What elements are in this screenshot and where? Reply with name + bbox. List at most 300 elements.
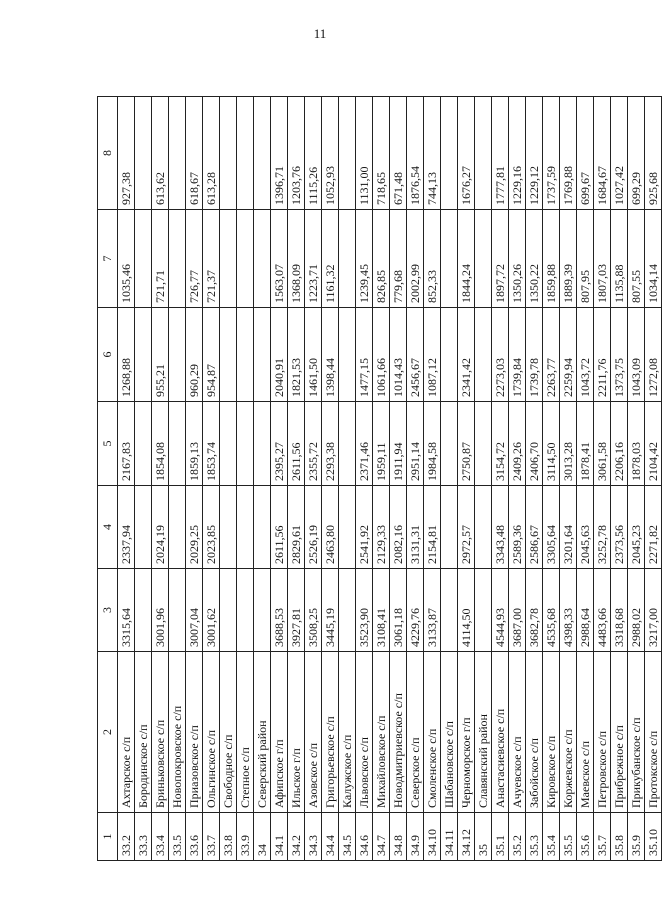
table-row (220, 97, 237, 861)
value-col-7 (339, 210, 356, 308)
value-col-7 (441, 210, 458, 308)
value-col-5: 1859,13 (186, 402, 203, 486)
value-col-6: 2456,67 (407, 308, 424, 402)
table-row (441, 97, 458, 861)
settlement-name: Григорьевское с/п (322, 652, 339, 813)
settlement-name: Новодмитриевское с/п (390, 652, 407, 813)
value-col-4: 2541,92 (356, 486, 373, 569)
table-row (492, 97, 509, 861)
row-code: 34.8 (390, 813, 407, 861)
column-header: 2 (98, 652, 118, 813)
value-col-5: 2611,56 (288, 402, 305, 486)
value-col-6: 2040,91 (271, 308, 288, 402)
table-row (118, 97, 135, 861)
value-col-4 (220, 486, 237, 569)
settlement-name: Калужское с/п (339, 652, 356, 813)
value-col-4: 2045,63 (577, 486, 594, 569)
value-col-8: 1676,27 (458, 97, 475, 210)
row-code: 35.8 (611, 813, 628, 861)
value-col-3: 3445,19 (322, 569, 339, 652)
value-col-6 (220, 308, 237, 402)
value-col-3: 3001,96 (152, 569, 169, 652)
value-col-7: 826,85 (373, 210, 390, 308)
row-code: 34.6 (356, 813, 373, 861)
settlement-name: Ольгинское с/п (203, 652, 220, 813)
value-col-7: 779,68 (390, 210, 407, 308)
value-col-4 (339, 486, 356, 569)
value-col-5: 3013,28 (560, 402, 577, 486)
value-col-3: 3315,64 (118, 569, 135, 652)
value-col-4: 2829,61 (288, 486, 305, 569)
row-code: 34.7 (373, 813, 390, 861)
value-col-8: 1203,76 (288, 97, 305, 210)
table-row (526, 97, 543, 861)
value-col-4: 3305,64 (543, 486, 560, 569)
value-col-4: 2271,82 (645, 486, 662, 569)
value-col-6: 960,29 (186, 308, 203, 402)
value-col-7: 1889,39 (560, 210, 577, 308)
value-col-7: 1897,72 (492, 210, 509, 308)
value-col-4: 2023,85 (203, 486, 220, 569)
value-col-7: 1161,32 (322, 210, 339, 308)
value-col-7: 807,95 (577, 210, 594, 308)
value-col-5: 2355,72 (305, 402, 322, 486)
settlement-name: Афипское г/п (271, 652, 288, 813)
value-col-8 (135, 97, 152, 210)
value-col-7: 1035,46 (118, 210, 135, 308)
settlement-name: Северское с/п (407, 652, 424, 813)
value-col-5: 2409,26 (509, 402, 526, 486)
value-col-4: 2463,80 (322, 486, 339, 569)
table-row (305, 97, 322, 861)
table-row (322, 97, 339, 861)
tariff-table (97, 96, 662, 861)
column-header: 4 (98, 486, 118, 569)
row-code: 33.8 (220, 813, 237, 861)
table-row (339, 97, 356, 861)
value-col-4: 3252,78 (594, 486, 611, 569)
value-col-6: 1268,88 (118, 308, 135, 402)
value-col-3 (441, 569, 458, 652)
value-col-7 (475, 210, 492, 308)
value-col-3: 4483,66 (594, 569, 611, 652)
value-col-4: 3131,31 (407, 486, 424, 569)
value-col-5 (254, 402, 271, 486)
value-col-8: 699,29 (628, 97, 645, 210)
value-col-4: 2045,23 (628, 486, 645, 569)
value-col-8 (475, 97, 492, 210)
value-col-6: 954,87 (203, 308, 220, 402)
value-col-7: 852,33 (424, 210, 441, 308)
value-col-6: 1477,15 (356, 308, 373, 402)
table-body (118, 97, 662, 861)
value-col-3 (254, 569, 271, 652)
value-col-5: 1984,58 (424, 402, 441, 486)
table-row (135, 97, 152, 861)
settlement-name: Новопокровское с/п (169, 652, 186, 813)
value-col-8: 718,65 (373, 97, 390, 210)
value-col-7: 1563,07 (271, 210, 288, 308)
table-row (203, 97, 220, 861)
value-col-5: 2167,83 (118, 402, 135, 486)
value-col-8: 1131,00 (356, 97, 373, 210)
value-col-5: 2951,14 (407, 402, 424, 486)
value-col-7 (169, 210, 186, 308)
value-col-5: 2206,16 (611, 402, 628, 486)
value-col-5: 1878,03 (628, 402, 645, 486)
value-col-3: 4229,76 (407, 569, 424, 652)
header-row (98, 97, 118, 861)
value-col-7: 1034,14 (645, 210, 662, 308)
value-col-5: 2395,27 (271, 402, 288, 486)
value-col-5 (220, 402, 237, 486)
value-col-8 (441, 97, 458, 210)
column-header: 6 (98, 308, 118, 402)
value-col-7: 1223,71 (305, 210, 322, 308)
settlement-name: Петровское с/п (594, 652, 611, 813)
value-col-8: 699,67 (577, 97, 594, 210)
value-col-6: 1014,43 (390, 308, 407, 402)
value-col-7: 1239,45 (356, 210, 373, 308)
value-col-3: 3061,18 (390, 569, 407, 652)
value-col-8 (169, 97, 186, 210)
value-col-8: 613,62 (152, 97, 169, 210)
value-col-4: 2154,81 (424, 486, 441, 569)
value-col-7: 721,71 (152, 210, 169, 308)
value-col-5 (441, 402, 458, 486)
settlement-name: Забойское с/п (526, 652, 543, 813)
table-row (356, 97, 373, 861)
row-code: 34.9 (407, 813, 424, 861)
rotated-table-container (97, 97, 660, 861)
value-col-4: 2526,19 (305, 486, 322, 569)
value-col-6: 1087,12 (424, 308, 441, 402)
value-col-7 (135, 210, 152, 308)
row-code: 33.7 (203, 813, 220, 861)
row-code: 34 (254, 813, 271, 861)
value-col-7: 1350,26 (509, 210, 526, 308)
value-col-4: 2586,67 (526, 486, 543, 569)
table-row (577, 97, 594, 861)
column-header: 1 (98, 813, 118, 861)
value-col-4 (135, 486, 152, 569)
value-col-3: 3318,68 (611, 569, 628, 652)
value-col-7 (220, 210, 237, 308)
row-code: 35.10 (645, 813, 662, 861)
table-row (186, 97, 203, 861)
value-col-5: 2293,38 (322, 402, 339, 486)
table-row (254, 97, 271, 861)
value-col-3 (220, 569, 237, 652)
value-col-5: 1878,41 (577, 402, 594, 486)
table-row (458, 97, 475, 861)
row-code: 34.4 (322, 813, 339, 861)
row-code: 34.12 (458, 813, 475, 861)
value-col-3: 4114,50 (458, 569, 475, 652)
value-col-6 (475, 308, 492, 402)
value-col-5 (339, 402, 356, 486)
table-row (475, 97, 492, 861)
value-col-4: 2024,19 (152, 486, 169, 569)
row-code: 34.3 (305, 813, 322, 861)
value-col-3: 4398,33 (560, 569, 577, 652)
row-code: 33.9 (237, 813, 254, 861)
value-col-8: 1684,67 (594, 97, 611, 210)
value-col-6 (339, 308, 356, 402)
row-code: 33.2 (118, 813, 135, 861)
table-row (271, 97, 288, 861)
settlement-name: Ачуевское с/п (509, 652, 526, 813)
value-col-4: 3343,48 (492, 486, 509, 569)
value-col-6: 1043,09 (628, 308, 645, 402)
value-col-4: 2029,25 (186, 486, 203, 569)
value-col-7: 721,37 (203, 210, 220, 308)
value-col-8: 1737,59 (543, 97, 560, 210)
table-row (594, 97, 611, 861)
value-col-4: 2373,56 (611, 486, 628, 569)
value-col-7: 1135,88 (611, 210, 628, 308)
value-col-6: 1373,75 (611, 308, 628, 402)
value-col-5 (475, 402, 492, 486)
settlement-name: Северский район (254, 652, 271, 813)
column-header: 8 (98, 97, 118, 210)
row-code: 35.5 (560, 813, 577, 861)
table-row (543, 97, 560, 861)
settlement-name: Шабановское с/п (441, 652, 458, 813)
value-col-5 (237, 402, 254, 486)
value-col-4: 2337,94 (118, 486, 135, 569)
row-code: 35.2 (509, 813, 526, 861)
column-header: 7 (98, 210, 118, 308)
value-col-6: 2273,03 (492, 308, 509, 402)
value-col-5: 1911,94 (390, 402, 407, 486)
value-col-8: 1777,81 (492, 97, 509, 210)
value-col-3: 3007,04 (186, 569, 203, 652)
value-col-6: 1739,78 (526, 308, 543, 402)
value-col-4 (237, 486, 254, 569)
value-col-6 (254, 308, 271, 402)
table-row (407, 97, 424, 861)
value-col-5: 2371,46 (356, 402, 373, 486)
row-code: 35 (475, 813, 492, 861)
settlement-name: Львовское с/п (356, 652, 373, 813)
table-row (152, 97, 169, 861)
value-col-3: 3687,00 (509, 569, 526, 652)
row-code: 35.1 (492, 813, 509, 861)
value-col-3: 3217,00 (645, 569, 662, 652)
value-col-6 (237, 308, 254, 402)
settlement-name: Протокское с/п (645, 652, 662, 813)
value-col-4: 2972,57 (458, 486, 475, 569)
value-col-5: 1853,74 (203, 402, 220, 486)
value-col-8 (339, 97, 356, 210)
value-col-8 (220, 97, 237, 210)
value-col-7: 1807,03 (594, 210, 611, 308)
settlement-name: Прибрежное с/п (611, 652, 628, 813)
value-col-7 (254, 210, 271, 308)
settlement-name: Анастасиевское с/п (492, 652, 509, 813)
row-code: 34.1 (271, 813, 288, 861)
value-col-3: 3508,25 (305, 569, 322, 652)
row-code: 34.2 (288, 813, 305, 861)
value-col-5: 2750,87 (458, 402, 475, 486)
row-code: 35.4 (543, 813, 560, 861)
value-col-8: 1396,71 (271, 97, 288, 210)
value-col-6: 2341,42 (458, 308, 475, 402)
value-col-6: 1461,50 (305, 308, 322, 402)
settlement-name: Прикубанское с/п (628, 652, 645, 813)
settlement-name: Ахтарское с/п (118, 652, 135, 813)
value-col-3: 3001,62 (203, 569, 220, 652)
row-code: 35.7 (594, 813, 611, 861)
column-header: 3 (98, 569, 118, 652)
page-number: 11 (313, 26, 327, 41)
table-row (509, 97, 526, 861)
settlement-name: Смоленское с/п (424, 652, 441, 813)
settlement-name: Коржевское с/п (560, 652, 577, 813)
value-col-5: 1854,08 (152, 402, 169, 486)
table-row (645, 97, 662, 861)
table-row (390, 97, 407, 861)
value-col-6: 1061,66 (373, 308, 390, 402)
value-col-8: 927,38 (118, 97, 135, 210)
value-col-3 (475, 569, 492, 652)
value-col-7: 807,55 (628, 210, 645, 308)
row-code: 34.5 (339, 813, 356, 861)
settlement-name: Черноморское г/п (458, 652, 475, 813)
value-col-3: 3108,41 (373, 569, 390, 652)
value-col-4: 2129,33 (373, 486, 390, 569)
value-col-7: 1844,24 (458, 210, 475, 308)
settlement-name: Степное с/п (237, 652, 254, 813)
value-col-7: 1368,09 (288, 210, 305, 308)
row-code: 33.3 (135, 813, 152, 861)
value-col-4: 3201,64 (560, 486, 577, 569)
value-col-4: 2611,56 (271, 486, 288, 569)
value-col-6 (441, 308, 458, 402)
value-col-5: 2104,42 (645, 402, 662, 486)
table-row (560, 97, 577, 861)
value-col-3: 3523,90 (356, 569, 373, 652)
row-code: 34.11 (441, 813, 458, 861)
value-col-6: 955,21 (152, 308, 169, 402)
value-col-8: 1115,26 (305, 97, 322, 210)
value-col-5 (169, 402, 186, 486)
value-col-3: 3682,78 (526, 569, 543, 652)
value-col-7: 2002,99 (407, 210, 424, 308)
table-row (628, 97, 645, 861)
row-code: 35.6 (577, 813, 594, 861)
table-row (169, 97, 186, 861)
value-col-3 (237, 569, 254, 652)
settlement-name: Свободное с/п (220, 652, 237, 813)
value-col-3 (339, 569, 356, 652)
settlement-name: Кировское с/п (543, 652, 560, 813)
settlement-name: Приазовское с/п (186, 652, 203, 813)
value-col-8: 1027,42 (611, 97, 628, 210)
value-col-4 (441, 486, 458, 569)
settlement-name: Маевское с/п (577, 652, 594, 813)
value-col-7: 726,77 (186, 210, 203, 308)
value-col-5: 1959,11 (373, 402, 390, 486)
settlement-name: Михайловское с/п (373, 652, 390, 813)
value-col-6: 2211,76 (594, 308, 611, 402)
value-col-6: 1043,72 (577, 308, 594, 402)
value-col-3: 3927,81 (288, 569, 305, 652)
settlement-name: Славянский район (475, 652, 492, 813)
table-row (611, 97, 628, 861)
value-col-4 (169, 486, 186, 569)
value-col-7 (237, 210, 254, 308)
value-col-8: 1229,16 (509, 97, 526, 210)
row-code: 33.4 (152, 813, 169, 861)
row-code: 35.3 (526, 813, 543, 861)
settlement-name: Азовское с/п (305, 652, 322, 813)
value-col-5: 3114,50 (543, 402, 560, 486)
value-col-8: 613,28 (203, 97, 220, 210)
value-col-8: 744,13 (424, 97, 441, 210)
value-col-3 (169, 569, 186, 652)
value-col-6: 1739,84 (509, 308, 526, 402)
settlement-name: Бриньковское с/п (152, 652, 169, 813)
value-col-3 (135, 569, 152, 652)
row-code: 34.10 (424, 813, 441, 861)
value-col-4 (254, 486, 271, 569)
value-col-6: 2263,77 (543, 308, 560, 402)
value-col-3: 3133,87 (424, 569, 441, 652)
table-row (373, 97, 390, 861)
value-col-6: 1821,53 (288, 308, 305, 402)
value-col-8: 671,48 (390, 97, 407, 210)
value-col-4: 2589,36 (509, 486, 526, 569)
value-col-5 (135, 402, 152, 486)
value-col-8: 618,67 (186, 97, 203, 210)
value-col-8 (237, 97, 254, 210)
value-col-5: 2406,70 (526, 402, 543, 486)
value-col-6 (169, 308, 186, 402)
table-row (288, 97, 305, 861)
value-col-3: 3688,53 (271, 569, 288, 652)
value-col-3: 4544,93 (492, 569, 509, 652)
value-col-5: 3061,58 (594, 402, 611, 486)
value-col-4: 2082,16 (390, 486, 407, 569)
value-col-6: 2259,94 (560, 308, 577, 402)
value-col-5: 3154,72 (492, 402, 509, 486)
value-col-7: 1859,88 (543, 210, 560, 308)
row-code: 35.9 (628, 813, 645, 861)
settlement-name: Бородинское с/п (135, 652, 152, 813)
row-code: 33.5 (169, 813, 186, 861)
value-col-6 (135, 308, 152, 402)
value-col-8: 925,68 (645, 97, 662, 210)
value-col-8: 1052,93 (322, 97, 339, 210)
value-col-8: 1769,88 (560, 97, 577, 210)
value-col-6: 1398,44 (322, 308, 339, 402)
settlement-name: Ильское г/п (288, 652, 305, 813)
value-col-3: 2988,64 (577, 569, 594, 652)
column-header: 5 (98, 402, 118, 486)
value-col-8: 1876,54 (407, 97, 424, 210)
value-col-8: 1229,12 (526, 97, 543, 210)
value-col-7: 1350,22 (526, 210, 543, 308)
row-code: 33.6 (186, 813, 203, 861)
value-col-3: 2988,02 (628, 569, 645, 652)
value-col-6: 1272,08 (645, 308, 662, 402)
table-row (237, 97, 254, 861)
value-col-4 (475, 486, 492, 569)
value-col-3: 4535,68 (543, 569, 560, 652)
value-col-8 (254, 97, 271, 210)
